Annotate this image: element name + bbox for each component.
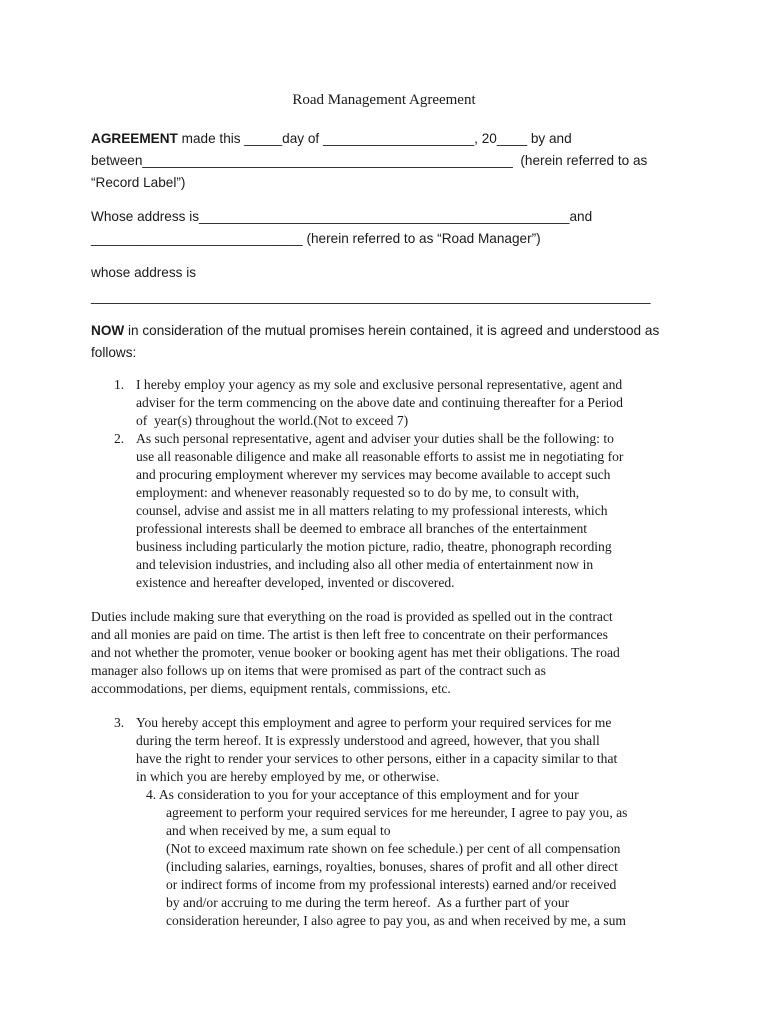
duties-line: Duties include making sure that everything on the road is provided as spelled out in the contract — [91, 609, 613, 624]
document-title: Road Management Agreement — [292, 92, 476, 108]
clause-4-line: (including salaries, earnings, royalties, bonuses, shares of profit and all other direct — [166, 859, 618, 874]
clause-2-line: existence and hereafter developed, invented or discovered. — [136, 575, 455, 590]
address-line-1: Whose address is_________________________________________________and — [91, 209, 593, 224]
agreement-line-1-text: made this _____day of ____________________, 20____ by and — [177, 131, 572, 146]
now-clause-line-2: follows: — [91, 345, 137, 360]
clause-2-number: 2. — [114, 431, 125, 446]
clause-2-line: employment: and whenever reasonably requested so to do by me, to consult with, — [136, 485, 580, 500]
clause-1-line: I hereby employ your agency as my sole and exclusive personal representative, agent and — [136, 377, 623, 392]
now-clause-line-1-text: in consideration of the mutual promises herein contained, it is agreed and understood as — [124, 323, 660, 338]
agreement-keyword: AGREEMENT — [91, 131, 178, 146]
clause-4-line: (Not to exceed maximum rate shown on fee schedule.) per cent of all compensation — [166, 841, 621, 856]
now-clause-line-1 — [91, 320, 659, 342]
duties-line: and not whether the promoter, venue booker or booking agent has met their obligations. The road — [91, 645, 620, 660]
agreement-line-2: between_________________________________________________ (herein referred to as — [91, 153, 648, 168]
clause-4-line: and when received by me, a sum equal to — [166, 823, 391, 838]
address-line-3: whose address is — [91, 265, 197, 280]
now-keyword: NOW — [91, 323, 125, 338]
clause-2-line: professional interests shall be deemed to embrace all branches of the entertainment — [136, 521, 588, 536]
clause-2-line: As such personal representative, agent and adviser your duties shall be the following: to — [136, 431, 614, 446]
clause-3-line: You hereby accept this employment and agree to perform your required services for me — [136, 715, 612, 730]
duties-line: manager also follows up on items that were promised as part of the contract such as — [91, 663, 546, 678]
clause-1-line: adviser for the term commencing on the above date and continuing thereafter for a Period — [136, 395, 623, 410]
clause-1-line: of year(s) throughout the world.(Not to exceed 7) — [136, 413, 409, 428]
agreement-line-3: “Record Label”) — [91, 175, 186, 190]
agreement-line-1 — [91, 128, 572, 150]
clause-4-line: consideration hereunder, I also agree to pay you, as and when received by me, a sum — [166, 913, 626, 928]
clause-3-line: have the right to render your services to other persons, either in a capacity similar to that — [136, 751, 618, 766]
clause-1-number: 1. — [114, 377, 125, 392]
clause-2-line: and procuring employment wherever my services may become available to accept such — [136, 467, 611, 482]
clause-4-line: agreement to perform your required services for me hereunder, I agree to pay you, as — [166, 805, 628, 820]
clause-3-number: 3. — [114, 715, 125, 730]
address-line-4: __________________________________________________________________________ — [91, 289, 651, 304]
clause-3-line: in which you are hereby employed by me, or otherwise. — [136, 769, 440, 784]
duties-line: and all monies are paid on time. The artist is then left free to concentrate on their performances — [91, 627, 608, 642]
clause-2-line: use all reasonable diligence and make all reasonable efforts to assist me in negotiating for — [136, 449, 624, 464]
clause-4-first-line: 4. As consideration to you for your acceptance of this employment and for your — [146, 787, 579, 802]
clause-3-line: during the term hereof. It is expressly understood and agreed, however, that you shall — [136, 733, 600, 748]
address-line-2: ____________________________ (herein referred to as “Road Manager”) — [91, 231, 541, 246]
clause-2-line: counsel, advise and assist me in all matters relating to my professional interests, which — [136, 503, 608, 518]
duties-line: accommodations, per diems, equipment rentals, commissions, etc. — [91, 681, 451, 696]
clause-2-line: and television industries, and including also all other media of entertainment now in — [136, 557, 594, 572]
clause-4-line: by and/or accruing to me during the term hereof. As a further part of your — [166, 895, 570, 910]
clause-2-line: business including particularly the motion picture, radio, theatre, phonograph recording — [136, 539, 612, 554]
clause-4-line: or indirect forms of income from my professional interests) earned and/or received — [166, 877, 617, 892]
